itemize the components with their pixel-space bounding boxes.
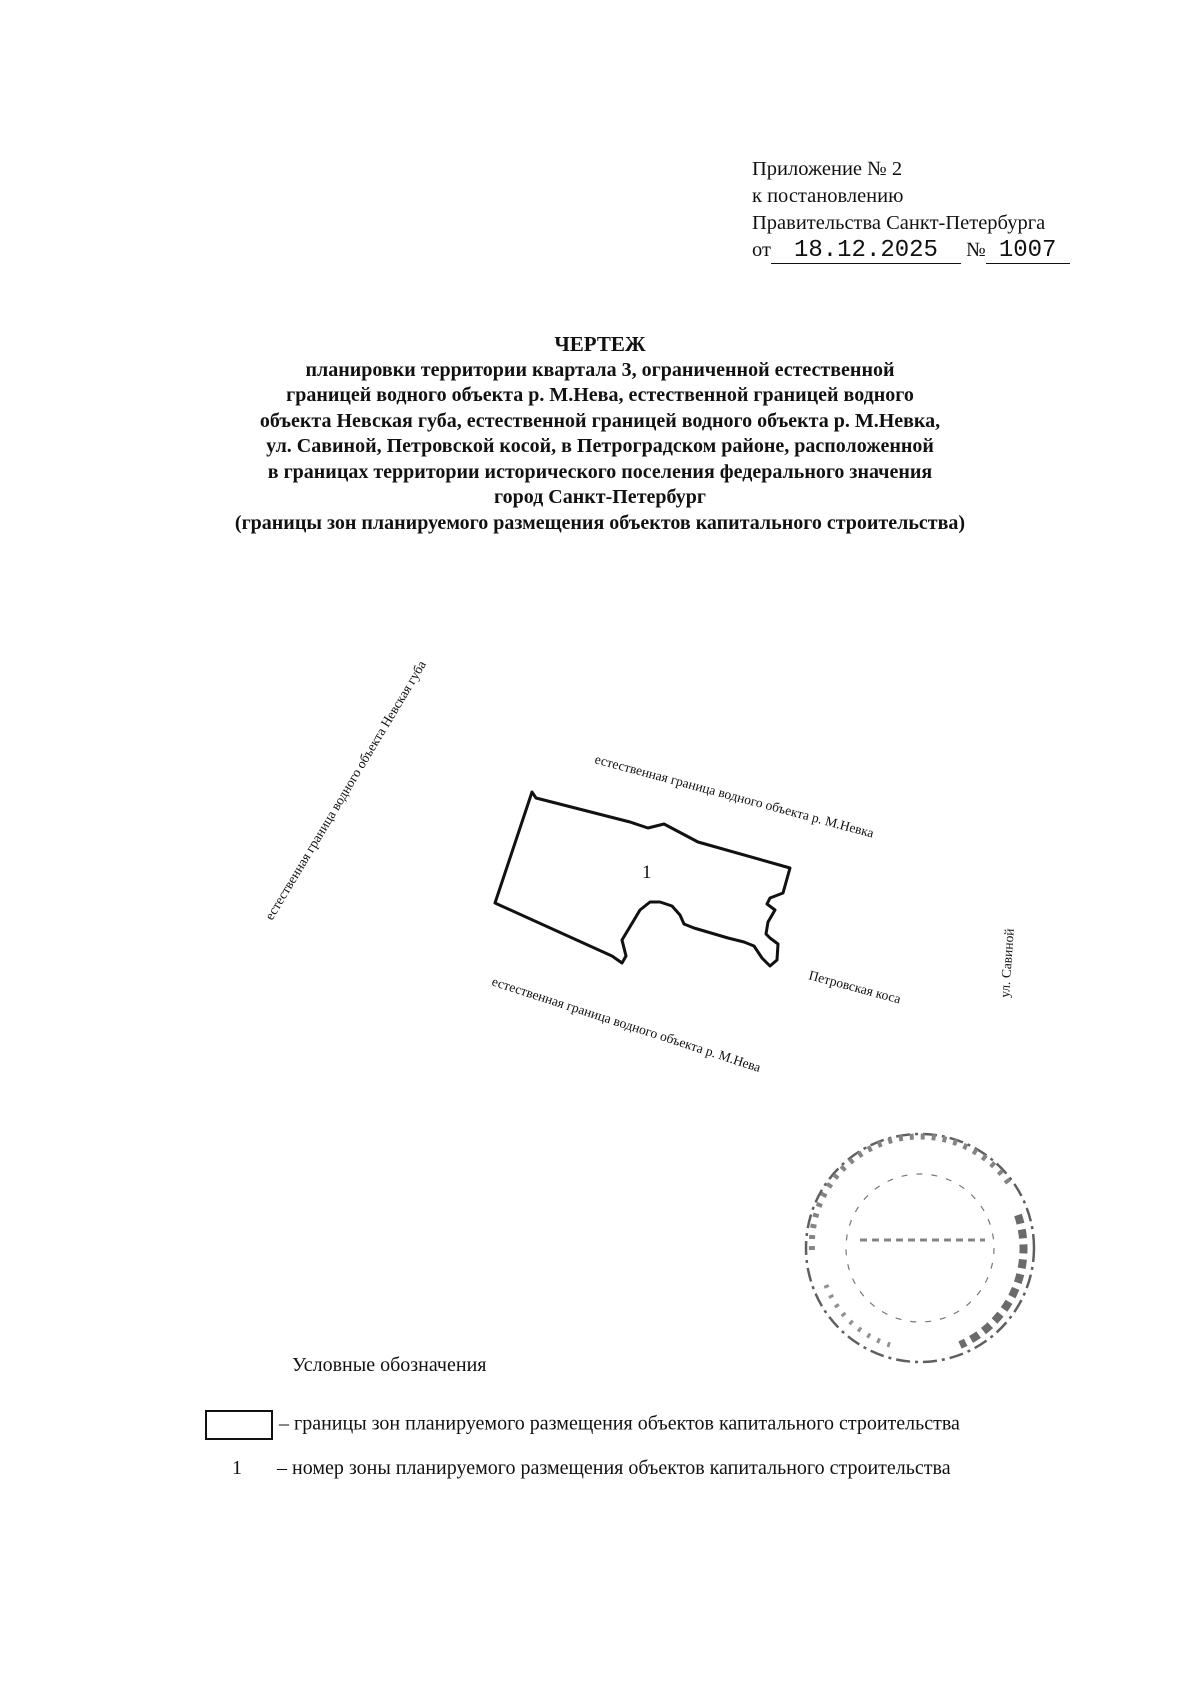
legend-boundary-text: – границы зон планируемого размещения объектов капитального строительства xyxy=(279,1412,960,1435)
label-m-neva: естественная граница водного объекта р. М.Нева xyxy=(490,973,763,1075)
title-line: планировки территории квартала 3, ограниченной естественной xyxy=(305,358,895,381)
appendix-line-1: Приложение № 2 xyxy=(752,158,903,180)
decree-date: 18.12.2025 xyxy=(771,239,961,264)
title-line: в границах территории исторического поселения федерального значения xyxy=(267,460,933,483)
label-savinoy: ул. Савиной xyxy=(997,927,1017,999)
title-heading: ЧЕРТЕЖ xyxy=(554,332,646,356)
title-line: границей водного объекта р. М.Нева, естественной границей водного xyxy=(286,384,914,406)
label-petrovskaya-kosa: Петровская коса xyxy=(807,967,903,1007)
date-prefix: от xyxy=(752,239,771,261)
legend-item-boundary xyxy=(205,1410,960,1440)
legend-boundary-symbol xyxy=(205,1410,273,1440)
title-line: ул. Савиной, Петровской косой, в Петроградском районе, расположенной xyxy=(266,435,934,457)
number-prefix: № xyxy=(966,239,986,261)
label-m-nevka: естественная граница водного объекта р. М.Невка xyxy=(593,751,876,841)
zone-number-label: 1 xyxy=(642,862,652,883)
appendix-line-2: к постановлению xyxy=(752,185,904,207)
official-seal xyxy=(806,1134,1034,1362)
label-nevskaya-guba: естественная граница водного объекта Невская губа xyxy=(261,657,430,923)
legend-item-zone-number xyxy=(205,1457,951,1480)
decree-number: 1007 xyxy=(986,239,1070,264)
legend-zone-number-text: – номер зоны планируемого размещения объектов капитального строительства xyxy=(277,1457,951,1479)
title-line: (границы зон планируемого размещения объектов капитального строительства) xyxy=(234,511,966,534)
appendix-line-3: Правительства Санкт-Петербурга xyxy=(752,212,1046,234)
legend-zone-number-symbol: 1 xyxy=(232,1457,242,1479)
legend-title: Условные обозначения xyxy=(292,1354,487,1376)
title-line: город Санкт-Петербург xyxy=(494,486,706,508)
title-line: объекта Невская губа, естественной границей водного объекта р. М.Невка, xyxy=(259,409,941,432)
